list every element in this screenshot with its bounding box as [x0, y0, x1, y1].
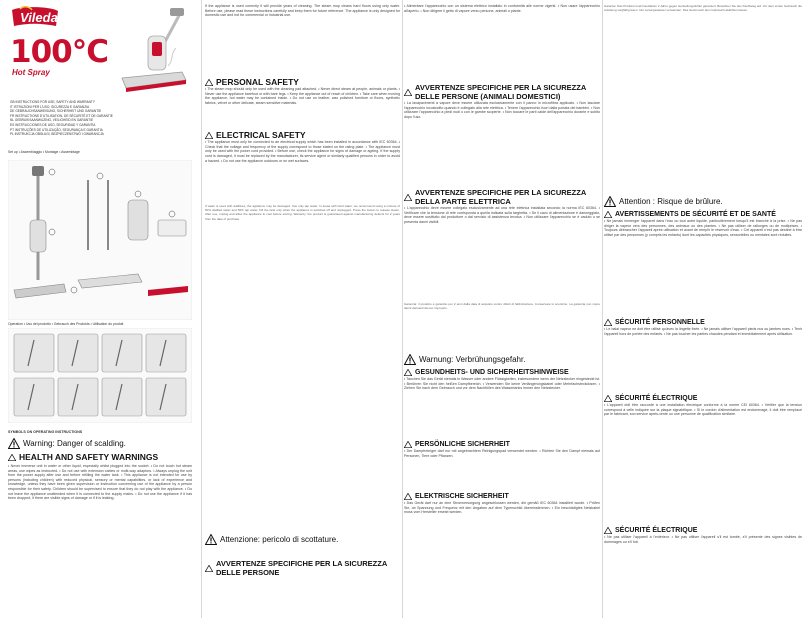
warning-triangle-icon [604, 196, 616, 207]
warning-text: Warnung: Verbrühungsgefahr. [419, 354, 526, 364]
warning-triangle-icon [404, 441, 412, 448]
personal-safety-heading-de: PERSÖNLICHE SICHERHEIT [404, 440, 600, 449]
steam-mop-image [112, 6, 192, 96]
intro-text: If the appliance is used correctly it will provide years of cleaning. The steam mop cleans hard floors using only water. Before use, please read these instructions carefully and keep them for future reference. The appliance is only designed for domestic use and not for commercial or industrial use. [205, 4, 400, 18]
it-safety-heading: AVVERTENZE SPECIFICHE PER LA SICUREZZA DELLE PERSONE [205, 559, 400, 577]
warning-text: Attention : Risque de brûlure. [619, 196, 723, 206]
personal-safety-body-de: • Der Dampfreiniger darf nur mit angebrachtem Reinigungspad verwendet werden. • Richten Sie den Dampf niemals auf Personen, Tiere oder Pflanzen. [404, 449, 600, 458]
intro-text: • Alimentare l'apparecchio con un sistema elettrico installato in conformità alle norme vigenti. • Non usare l'apparecchio all'aperto. • Non dirigere il getto di vapore verso persone, animali o piante. [404, 4, 600, 13]
italian-german-panel [404, 0, 600, 618]
personal-safety-body: • The steam mop should only be used with the cleaning pad attached. • Never direct steam at people, animals or plants. • Never use the appliance barefoot or with bare legs. • Keep the appliance out of reach of children. • Take care when moving the appliance, hot water may be contained inside. • Do not use on leather, wax polished furniture or floors, synthetic fabrics, velvet or other delicate, steam sensitive materials. [205, 87, 400, 106]
language-item: FR INSTRUCTIONS D'UTILISATION, DE SÉCURITÉ ET DE GARANTIE [10, 113, 113, 118]
electrical-safety-heading-fr-2: SÉCURITÉ ÉLECTRIQUE [604, 526, 802, 535]
language-item: GB INSTRUCTIONS FOR USE, SAFETY AND WARRANTY [10, 100, 96, 104]
warning-triangle-icon [205, 534, 217, 545]
warning-triangle-icon [404, 194, 412, 201]
scald-warning [8, 438, 192, 449]
electrical-safety-body-fr-2: • Ne pas utiliser l'appareil à l'extérieur. • Ne pas utiliser l'appareil s'il est tombé, s'il présente des signes visibles de dommages ou s'il fuit. [604, 535, 802, 544]
health-body-fr: • Ne jamais immerger l'appareil dans l'eau ou tout autre liquide, particulièrement lorsqu'il est branché à la prise. • Ne pas diriger la vapeur vers des personnes, des animaux ou des plantes. • Ne pas utiliser de rallonges ou de multiprises. • Toujours débrancher l'appareil après utilisation et avant de remplir le réservoir d'eau. • Cet appareil n'est pas destiné à être utilisé par des personnes (y compris les enfants) dont les capacités physiques, sensorielles ou mentales sont réduites. [604, 219, 802, 238]
operation-diagram [8, 328, 192, 423]
symbols-heading: SYMBOLS ON OPERATING INSTRUCTIONS [8, 430, 83, 434]
health-heading-fr: AVERTISSEMENTS DE SÉCURITÉ ET DE SANTÉ [604, 210, 802, 219]
scald-warning [205, 534, 338, 545]
warning-triangle-icon [604, 527, 612, 534]
persons-safety-body: • La lavapavimenti a vapore deve essere utilizzata esclusivamente con il panno in microfibra applicato. • Non lasciare l'apparecchio incustodito quando è collegato alla rete elettrica. • Tenere l'apparecchio fuori dalla portata dei bambini. • Non utilizzare l'apparecchio a piedi nudi o con le gambe scoperte. • Non toccare le parti calde dell'apparecchio durante e subito dopo l'uso. [404, 101, 600, 120]
brand-tagline: make life easier [21, 25, 50, 30]
warning-triangle-icon [404, 493, 412, 500]
language-item: IT ISTRUZIONI PER L'USO, SICUREZZA E GARANZIA [10, 104, 90, 109]
scald-warning [404, 354, 600, 365]
cover-panel [0, 0, 199, 618]
warning-text: Warning: Danger of scalding. [23, 438, 126, 448]
brand-logo-text: Vileda [20, 10, 58, 25]
electrical-safety-heading: ELECTRICAL SAFETY [205, 130, 400, 140]
french-panel [604, 0, 802, 618]
language-item: ES INSTRUCCIONES DE USO, SEGURIDAD Y GARANTÍA [10, 122, 96, 127]
parts-caption: Set up • Assemblaggio • Montage • Assemblage [8, 150, 80, 154]
health-heading: HEALTH AND SAFETY WARNINGS [8, 452, 192, 462]
parts-diagram [8, 160, 192, 320]
electric-safety-body: • L'apparecchio deve essere collegato esclusivamente ad una rete elettrica installata secondo la norma IEC 60364. • Verificare che la tensione di rete corrisponda a quella indicata sulla targhetta. • Se il cavo di alimentazione è danneggiato, deve essere sostituito dal produttore o dal servizio di assistenza tecnica. • Non utilizzare l'apparecchio se è caduto o se presenta danni visibili. [404, 206, 600, 225]
health-body: • Never immerse unit in water or other liquid, especially whilst plugged into the socket. • Do not touch hot steam areas, use wipes as instructed. • Do not use with extension cables or multi-way adaptors. • Always unplug the unit from the power supply after use and before refilling the water tank. • This appliance is not intended for use by persons (including children) with reduced physical, sensory or mental capabilities, or lack of experience and knowledge, unless they have been given supervision or instruction concerning use of the appliance by a person responsible for their safety. Children should be supervised to ensure that they do not play with the appliance. • Do not leave the appliance unattended when it is connected to the supply mains. • Do not use the appliance if it has been dropped, if there are visible signs of damage or if it is leaking. [8, 464, 192, 501]
language-item: NL GEBRUIKSAANWIJZING, VEILIGHEID EN GARANTIE [10, 118, 94, 123]
persons-safety-heading: AVVERTENZE SPECIFICHE PER LA SICUREZZA DELLE PERSONE (ANIMALI DOMESTICI) [404, 83, 600, 101]
warning-triangle-icon [604, 211, 612, 218]
fine-print: If water is used with additives, the appliance may be damaged. Use only tap water. In areas with hard water, we recommend using a mixture of 50% distilled water and 50% tap water. Fill the tank only when the appliance is switched off and unplugged. Press the button to release steam. After use, unplug and allow the appliance to cool before storing. Warranty: the product is guaranteed against manufacturing defects for 2 years from the date of purchase. [205, 204, 400, 221]
electrical-safety-heading-de: ELEKTRISCHE SICHERHEIT [404, 492, 600, 501]
column-divider [402, 0, 403, 618]
fine-print: Garantie: Das Produkt ist ab Kaufdatum 2 Jahre gegen Herstellungsfehler garantiert. Bewahren Sie den Kaufbeleg auf. Vor dem ersten Gebrauch die Anleitung sorgfältig lesen. Nur Leitungswasser verwenden. Das Gerät nach dem Gebrauch abkühlen lassen. [604, 4, 802, 13]
electrical-safety-heading-fr: SÉCURITÉ ÉLECTRIQUE [604, 394, 802, 403]
warning-triangle-icon [8, 438, 20, 449]
warning-triangle-icon [604, 319, 612, 326]
scald-warning [604, 196, 802, 207]
warning-triangle-icon [404, 89, 412, 96]
warning-triangle-icon [8, 454, 16, 461]
fine-print: Garanzia: il prodotto è garantito per 2 anni dalla data di acquisto contro difetti di fabbricazione. Conservare lo scontrino. La garanzia non copre danni derivanti da uso improprio. [404, 302, 600, 311]
personal-safety-heading-fr: SÉCURITÉ PERSONNELLE [604, 318, 802, 327]
model-subtitle: Hot Spray [12, 68, 50, 77]
warning-triangle-icon [604, 395, 612, 402]
warning-text: Attenzione: pericolo di scottature. [220, 534, 339, 544]
warning-triangle-icon [404, 354, 416, 365]
warning-triangle-icon [404, 369, 412, 376]
electric-safety-heading: AVVERTENZE SPECIFICHE PER LA SICUREZZA DELLA PARTE ELETTRICA [404, 188, 600, 206]
column-divider [602, 0, 603, 618]
electrical-safety-body-fr: • L'appareil doit être raccordé à une installation électrique conforme à la norme CEI 60364. • Vérifier que la tension correspond à celle indiquée sur la plaque signalétique. • Si le cordon d'alimentation est endommagé, il doit être remplacé par le fabricant, son service après-vente ou une personne de qualification similaire. [604, 403, 802, 417]
model-name: 100°C [10, 34, 108, 70]
electrical-safety-body-de: • Das Gerät darf nur an eine Stromversorgung angeschlossen werden, die gemäß IEC 60364 installiert wurde. • Prüfen Sie, ob Spannung und Frequenz mit den Angaben auf dem Typenschild übereinstimmen. • Ein beschädigtes Netzkabel muss vom Hersteller ersetzt werden. [404, 501, 600, 515]
english-panel [205, 0, 400, 618]
warning-triangle-icon [205, 132, 213, 139]
health-heading-de: GESUNDHEITS- UND SICHERHEITSHINWEISE [404, 368, 600, 377]
warning-triangle-icon [205, 565, 213, 572]
electrical-safety-body: • The appliance must only be connected to an electrical supply which has been installed in accordance with IEC 60364. • Check that the voltage and frequency of the supply correspond to those stated on the rating plate. • The appliance must only be used with the power cord provided. • Before use, check the appliance for signs of damage or ageing. If the supply cord is damaged, it must be replaced by the manufacturer, its service agent or similarly qualified persons in order to avoid a hazard. • Do not use the appliance outdoors or on wet surfaces. [205, 140, 400, 163]
language-item: PT INSTRUÇÕES DE UTILIZAÇÃO, SEGURANÇA E GARANTIA [10, 127, 103, 132]
language-item: DE GEBRAUCHSANWEISUNG, SICHERHEIT UND GARANTIE [10, 109, 102, 114]
warning-triangle-icon [205, 79, 213, 86]
p1-safety-section [8, 430, 192, 584]
personal-safety-body-fr: • Le balai vapeur ne doit être utilisé qu'avec la lingette fixée. • Ne jamais utiliser l'appareil pieds nus ou jambes nues. • Tenir l'appareil hors de portée des enfants. • Ne pas toucher les parties chaudes pendant et immédiatement après utilisation. [604, 327, 802, 336]
operation-caption: Operation • Uso del prodotto • Gebrauch des Produkts • Utilisation du produit [8, 322, 124, 326]
language-item: PL INSTRUKCJA OBSŁUGI, BEZPIECZEŃSTWO I GWARANCJA [10, 132, 104, 137]
health-body-de: • Tauchen Sie das Gerät niemals in Wasser oder andere Flüssigkeiten, insbesondere wenn der Netzstecker eingesteckt ist. • Berühren Sie nicht den heißen Dampfbereich. • Verwenden Sie keine Verlängerungskabel oder Mehrfachsteckdosen. • Ziehen Sie nach dem Gebrauch und vor dem Nachfüllen des Wassertanks immer den Netzstecker. [404, 377, 600, 391]
personal-safety-heading: PERSONAL SAFETY [205, 77, 400, 87]
language-list [10, 100, 190, 137]
column-divider [201, 0, 202, 618]
